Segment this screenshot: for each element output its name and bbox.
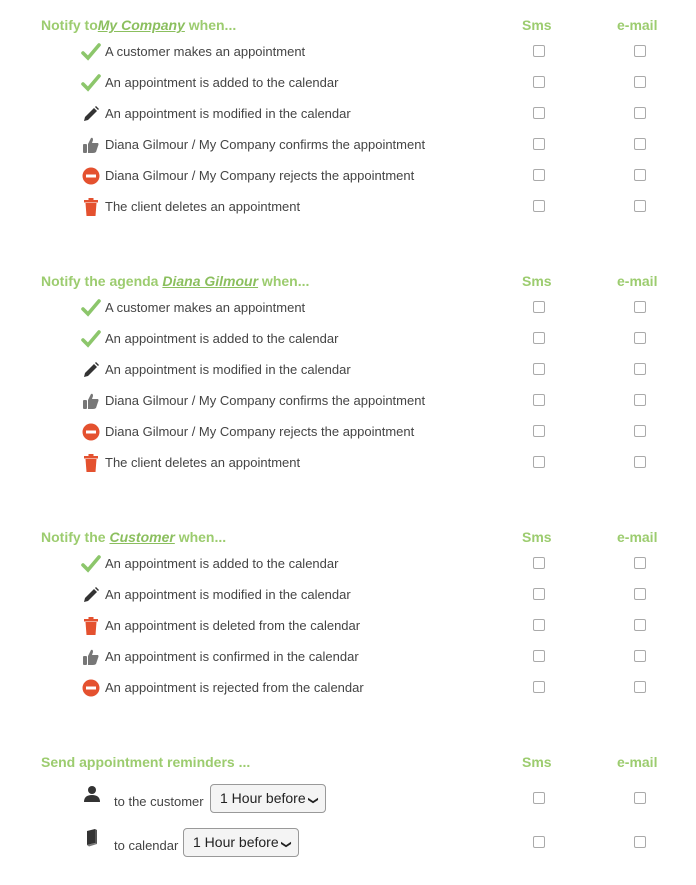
- check-icon: [81, 73, 101, 93]
- notify-row: [0, 327, 696, 351]
- book-icon: [82, 828, 102, 848]
- section-title: Notify the Customer when...: [41, 529, 227, 545]
- sms-checkbox[interactable]: [533, 792, 545, 804]
- reminder-label: to calendar: [114, 838, 179, 853]
- email-checkbox[interactable]: [634, 76, 646, 88]
- user-icon: [82, 784, 102, 804]
- row-label: The client deletes an appointment: [105, 199, 301, 214]
- pencil-icon: [81, 360, 101, 380]
- row-label: An appointment is modified in the calendar: [105, 587, 351, 602]
- sms-column-header: Sms: [522, 754, 552, 770]
- notify-row: [0, 133, 696, 157]
- email-checkbox[interactable]: [634, 332, 646, 344]
- row-label: Diana Gilmour / My Company rejects the appointment: [105, 424, 415, 439]
- sms-column-header: Sms: [522, 529, 552, 545]
- email-checkbox[interactable]: [634, 107, 646, 119]
- notify-row: [0, 614, 696, 638]
- section-title: Notify toMy Company when...: [41, 17, 237, 33]
- check-icon: [81, 298, 101, 318]
- email-checkbox[interactable]: [634, 45, 646, 57]
- row-label: Diana Gilmour / My Company confirms the appointment: [105, 393, 426, 408]
- email-checkbox[interactable]: [634, 200, 646, 212]
- sms-column-header: Sms: [522, 17, 552, 33]
- check-icon: [81, 329, 101, 349]
- minus-circle-icon: [81, 678, 101, 698]
- sms-checkbox[interactable]: [533, 425, 545, 437]
- pencil-icon: [81, 585, 101, 605]
- sms-checkbox[interactable]: [533, 681, 545, 693]
- sms-checkbox[interactable]: [533, 200, 545, 212]
- email-checkbox[interactable]: [634, 588, 646, 600]
- notify-row: [0, 296, 696, 320]
- row-label: An appointment is added to the calendar: [105, 331, 339, 346]
- notify-row: [0, 102, 696, 126]
- row-label: An appointment is rejected from the calendar: [105, 680, 364, 695]
- reminder-row-customer: [0, 784, 696, 818]
- sms-checkbox[interactable]: [533, 557, 545, 569]
- notify-row: [0, 420, 696, 444]
- email-checkbox[interactable]: [634, 792, 646, 804]
- row-label: A customer makes an appointment: [105, 300, 306, 315]
- notify-row: [0, 645, 696, 669]
- row-label: The client deletes an appointment: [105, 455, 301, 470]
- sms-checkbox[interactable]: [533, 169, 545, 181]
- customer-reminder-select[interactable]: 1 Hour before ❯: [210, 784, 326, 813]
- notify-row: [0, 164, 696, 188]
- sms-checkbox[interactable]: [533, 394, 545, 406]
- calendar-reminder-select[interactable]: 1 Hour before ❯: [183, 828, 299, 857]
- email-column-header: e-mail: [617, 273, 658, 289]
- notify-row: [0, 358, 696, 382]
- minus-circle-icon: [81, 166, 101, 186]
- thumbs-up-icon: [81, 647, 101, 667]
- section-header-reminders: [0, 754, 696, 774]
- email-checkbox[interactable]: [634, 301, 646, 313]
- section-title: Send appointment reminders ...: [41, 754, 251, 770]
- sms-checkbox[interactable]: [533, 456, 545, 468]
- sms-checkbox[interactable]: [533, 76, 545, 88]
- agenda-link[interactable]: Diana Gilmour: [162, 273, 259, 289]
- row-label: Diana Gilmour / My Company confirms the appointment: [105, 137, 426, 152]
- section-header-customer: [0, 529, 696, 549]
- chevron-down-icon: ❯: [307, 796, 319, 805]
- sms-checkbox[interactable]: [533, 650, 545, 662]
- email-checkbox[interactable]: [634, 456, 646, 468]
- trash-icon: [81, 197, 101, 217]
- notify-row: [0, 676, 696, 700]
- sms-checkbox[interactable]: [533, 363, 545, 375]
- email-column-header: e-mail: [617, 17, 658, 33]
- sms-checkbox[interactable]: [533, 332, 545, 344]
- row-label: An appointment is deleted from the calendar: [105, 618, 361, 633]
- row-label: An appointment is added to the calendar: [105, 556, 339, 571]
- email-checkbox[interactable]: [634, 557, 646, 569]
- sms-checkbox[interactable]: [533, 107, 545, 119]
- email-checkbox[interactable]: [634, 394, 646, 406]
- row-label: Diana Gilmour / My Company rejects the appointment: [105, 168, 415, 183]
- minus-circle-icon: [81, 422, 101, 442]
- thumbs-up-icon: [81, 391, 101, 411]
- notify-row: [0, 71, 696, 95]
- email-column-header: e-mail: [617, 754, 658, 770]
- section-header-agenda: [0, 273, 696, 293]
- reminder-row-calendar: [0, 828, 696, 862]
- email-checkbox[interactable]: [634, 425, 646, 437]
- email-checkbox[interactable]: [634, 836, 646, 848]
- sms-checkbox[interactable]: [533, 45, 545, 57]
- email-checkbox[interactable]: [634, 619, 646, 631]
- notify-row: [0, 552, 696, 576]
- email-checkbox[interactable]: [634, 169, 646, 181]
- row-label: An appointment is modified in the calendar: [105, 362, 351, 377]
- email-checkbox[interactable]: [634, 650, 646, 662]
- email-checkbox[interactable]: [634, 681, 646, 693]
- notify-row: [0, 195, 696, 219]
- company-link[interactable]: My Company: [97, 17, 185, 33]
- pencil-icon: [81, 104, 101, 124]
- sms-checkbox[interactable]: [533, 588, 545, 600]
- check-icon: [81, 42, 101, 62]
- email-checkbox[interactable]: [634, 138, 646, 150]
- row-label: An appointment is confirmed in the calendar: [105, 649, 359, 664]
- notify-row: [0, 583, 696, 607]
- email-column-header: e-mail: [617, 529, 658, 545]
- section-title: Notify the agenda Diana Gilmour when...: [41, 273, 310, 289]
- row-label: An appointment is added to the calendar: [105, 75, 339, 90]
- trash-icon: [81, 616, 101, 636]
- reminder-label: to the customer: [114, 794, 204, 809]
- sms-checkbox[interactable]: [533, 619, 545, 631]
- thumbs-up-icon: [81, 135, 101, 155]
- sms-column-header: Sms: [522, 273, 552, 289]
- sms-checkbox[interactable]: [533, 301, 545, 313]
- customer-link[interactable]: Customer: [109, 529, 175, 545]
- row-label: A customer makes an appointment: [105, 44, 306, 59]
- row-label: An appointment is modified in the calendar: [105, 106, 351, 121]
- sms-checkbox[interactable]: [533, 138, 545, 150]
- chevron-down-icon: ❯: [280, 840, 292, 849]
- notify-row: [0, 451, 696, 475]
- section-header-company: [0, 17, 696, 37]
- notify-row: [0, 40, 696, 64]
- email-checkbox[interactable]: [634, 363, 646, 375]
- notify-row: [0, 389, 696, 413]
- trash-icon: [81, 453, 101, 473]
- check-icon: [81, 554, 101, 574]
- sms-checkbox[interactable]: [533, 836, 545, 848]
